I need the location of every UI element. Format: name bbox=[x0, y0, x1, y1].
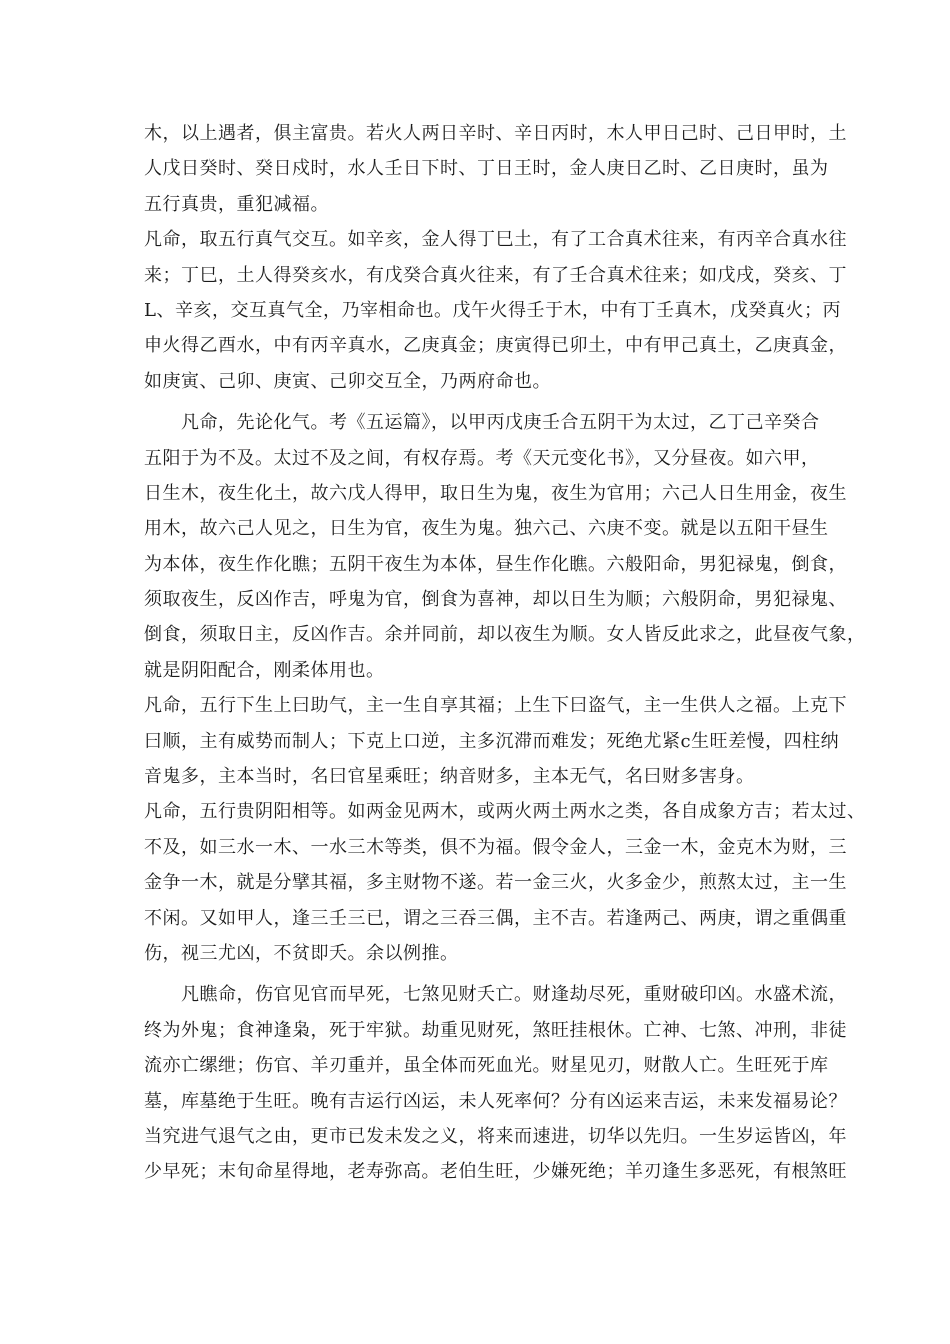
text-line: 曰顺，主有威势而制人；下克上口逆，主多沉滞而难发；死绝尤紧c生旺差慢，四柱纳 bbox=[144, 730, 840, 752]
text-line: 墓，库墓绝于生旺。晚有吉运行凶运，未人死率何？分有凶运来吉运，未来发福易论？ bbox=[144, 1090, 847, 1112]
text-line: 五行真贵，重犯减福。 bbox=[144, 193, 329, 215]
document-body bbox=[144, 116, 866, 1190]
text-line: 终为外鬼；食神逢枭，死于牢狱。劫重见财死，煞旺挂根休。亡神、七煞、冲刑，非徒 bbox=[144, 1019, 847, 1041]
text-line: 伤，视三尤凶，不贫即夭。余以例推。 bbox=[144, 942, 459, 964]
text-line: 少早死；末旬命星得地，老寿弥高。老伯生旺，少嫌死绝；羊刃逢生多恶死，有根煞旺 bbox=[144, 1161, 847, 1183]
text-line: 流亦亡缧绁；伤官、羊刃重并，虽全体而死血光。财星见刃，财散人亡。生旺死于库 bbox=[144, 1055, 829, 1077]
text-line: 人戊日癸时、癸日戍时，水人壬日下时、丁日王时，金人庚日乙时、乙日庚时，虽为 bbox=[144, 158, 829, 180]
text-line: 日生木，夜生化土，故六戊人得甲，取日生为鬼，夜生为官用；六己人日生用金，夜生 bbox=[144, 482, 847, 504]
text-line: 就是阴阳配合，刚柔体用也。 bbox=[144, 659, 385, 681]
text-line: 当究进气退气之由，更市已发未发之义，将来而速进，切华以先归。一生岁运皆凶，年 bbox=[144, 1125, 847, 1147]
text-line: 凡瞧命，伤官见官而早死，七煞见财夭亡。财逢劫尽死，重财破印凶。水盛术流， bbox=[144, 984, 847, 1006]
text-line: 凡命，五行下生上曰助气，主一生自享其福；上生下曰盗气，主一生供人之福。上克下 bbox=[144, 695, 847, 717]
text-line: 五阳于为不及。太过不及之间，有权存焉。考《天元变化书》，又分昼夜。如六甲， bbox=[144, 447, 820, 469]
text-line: 不闲。又如甲人，逢三壬三已，谓之三吞三偶，主不吉。若逢两己、两庚，谓之重偶重 bbox=[144, 907, 847, 929]
text-line: 不及，如三水一木、一水三木等类，俱不为福。假令金人，三金一木，金克木为财，三 bbox=[144, 836, 847, 858]
text-line: 倒食，须取日主，反凶作吉。余并同前，却以夜生为顺。女人皆反此求之，此昼夜气象， bbox=[144, 624, 866, 646]
text-line: 申火得乙酉水，中有丙辛真水，乙庚真金；庚寅得已卯土，中有甲己真土，乙庚真金， bbox=[144, 335, 847, 357]
text-line: 木，以上遇者，俱主富贵。若火人两日辛时、辛日丙时，木人甲日己时、己日甲时，土 bbox=[144, 123, 847, 144]
text-line: 凡命，五行贵阴阳相等。如两金见两木，或两火两土两水之类，各自成象方吉；若太过、 bbox=[144, 801, 866, 823]
text-line: 用木，故六己人见之，日生为官，夜生为鬼。独六己、六庚不变。就是以五阳干昼生 bbox=[144, 518, 829, 540]
text-line: 须取夜生，反凶作吉，呼鬼为官，倒食为喜神，却以日生为顺；六般阴命，男犯禄鬼、 bbox=[144, 589, 847, 611]
text-line: L、辛亥，交互真气全，乃宰相命也。戊午火得壬于木，中有丁壬真木，戊癸真火；丙 bbox=[144, 299, 841, 321]
text-line: 音鬼多，主本当时，名曰官星乘旺；纳音财多，主本无气，名曰财多害身。 bbox=[144, 766, 755, 788]
text-line: 凡命，取五行真气交互。如辛亥，金人得丁巳土，有了工合真术往来，有丙辛合真水往 bbox=[144, 229, 847, 251]
text-line: 如庚寅、己卯、庚寅、己卯交互全，乃两府命也。 bbox=[144, 370, 551, 392]
text-line: 金争一木，就是分擘其福，多主财物不遂。若一金三火，火多金少，煎熬太过，主一生 bbox=[144, 872, 847, 894]
text-line: 来；丁巳，土人得癸亥水，有戊癸合真火往来，有了壬合真术往来；如戊戌，癸亥、丁 bbox=[144, 264, 847, 286]
text-line: 为本体，夜生作化瞧；五阴干夜生为本体，昼生作化瞧。六般阳命，男犯禄鬼，倒食， bbox=[144, 553, 847, 575]
text-line: 凡命，先论化气。考《五运篇》，以甲丙戊庚壬合五阴干为太过，乙丁己辛癸合 bbox=[144, 412, 820, 434]
